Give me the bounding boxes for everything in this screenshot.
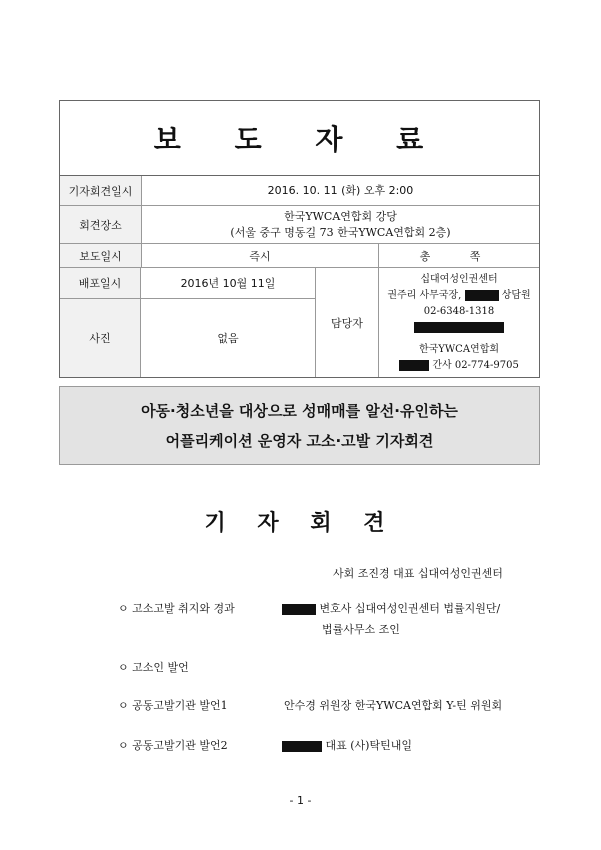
item-2-label: ㅇ 고소인 발언 (118, 661, 189, 674)
item-1-text: 변호사 십대여성인권센터 법률지원단/ (282, 600, 500, 616)
label-contact: 담당자 (316, 268, 379, 377)
venue-line-2: (서울 중구 명동길 73 한국YWCA연합회 2층) (230, 225, 451, 239)
item-1-label: ㅇ 고소고발 취지와 경과 (118, 602, 235, 615)
page-number: - 1 - (289, 794, 312, 807)
value-pages: 총 쪽 (419, 249, 499, 263)
venue-line-1: 한국YWCA연합회 강당 (284, 209, 397, 223)
contact-redacted-line (379, 320, 539, 336)
redaction-bar (282, 741, 322, 752)
value-release: 즉시 (142, 244, 379, 267)
value-photo: 없음 (217, 332, 239, 345)
headline-line-2: 어플리케이션 운영자 고소·고발 기자회견 (165, 431, 434, 450)
value-distribution: 2016년 10월 11일 (141, 268, 315, 299)
headline-banner (59, 386, 540, 465)
document-title: 보 도 자 료 (60, 101, 539, 176)
redaction-bar (414, 322, 504, 333)
label-photo: 사진 (60, 299, 141, 377)
contact-block (379, 268, 539, 377)
row-distribution-photo (60, 268, 539, 377)
contact-org-2: 한국YWCA연합회 (418, 344, 500, 355)
item-3-text: 안수경 위원장 한국YWCA연합회 Y-틴 위원회 (284, 699, 503, 712)
row-press-date (60, 176, 539, 206)
redaction-bar (465, 290, 499, 301)
redaction-bar (282, 604, 316, 615)
values-col (141, 268, 316, 377)
label-press-date: 기자회견일시 (60, 176, 142, 205)
item-4-text: 대표 (사)탁틴내일 (282, 737, 412, 753)
section-heading: 기 자 회 견 (204, 510, 397, 536)
contact-person-1: 권주리 사무국장, 상담원 (387, 290, 531, 301)
item-4-label: ㅇ 공동고발기관 발언2 (118, 739, 228, 752)
press-release-header-table (59, 100, 540, 378)
value-venue (142, 206, 539, 243)
labels-col (60, 268, 141, 377)
label-distribution: 배포일시 (60, 268, 141, 299)
value-press-date: 2016. 10. 11 (화) 오후 2:00 (267, 183, 414, 197)
headline-line-1: 아동·청소년을 대상으로 성매매를 알선·유인하는 (141, 401, 458, 420)
item-3-label: ㅇ 공동고발기관 발언1 (118, 699, 228, 712)
label-venue: 회견장소 (60, 206, 142, 243)
contact-phone-1: 02-6348-1318 (423, 306, 495, 317)
row-release (60, 244, 539, 268)
item-1-text-2: 법률사무소 조인 (322, 623, 400, 636)
contact-org-1: 십대여성인권센터 (420, 274, 498, 285)
contact-person-2: 간사 02-774-9705 (379, 358, 539, 374)
row-venue (60, 206, 539, 244)
moderator-line: 사회 조진경 대표 십대여성인권센터 (333, 567, 503, 580)
label-release: 보도일시 (60, 244, 142, 267)
redaction-bar (399, 360, 429, 371)
